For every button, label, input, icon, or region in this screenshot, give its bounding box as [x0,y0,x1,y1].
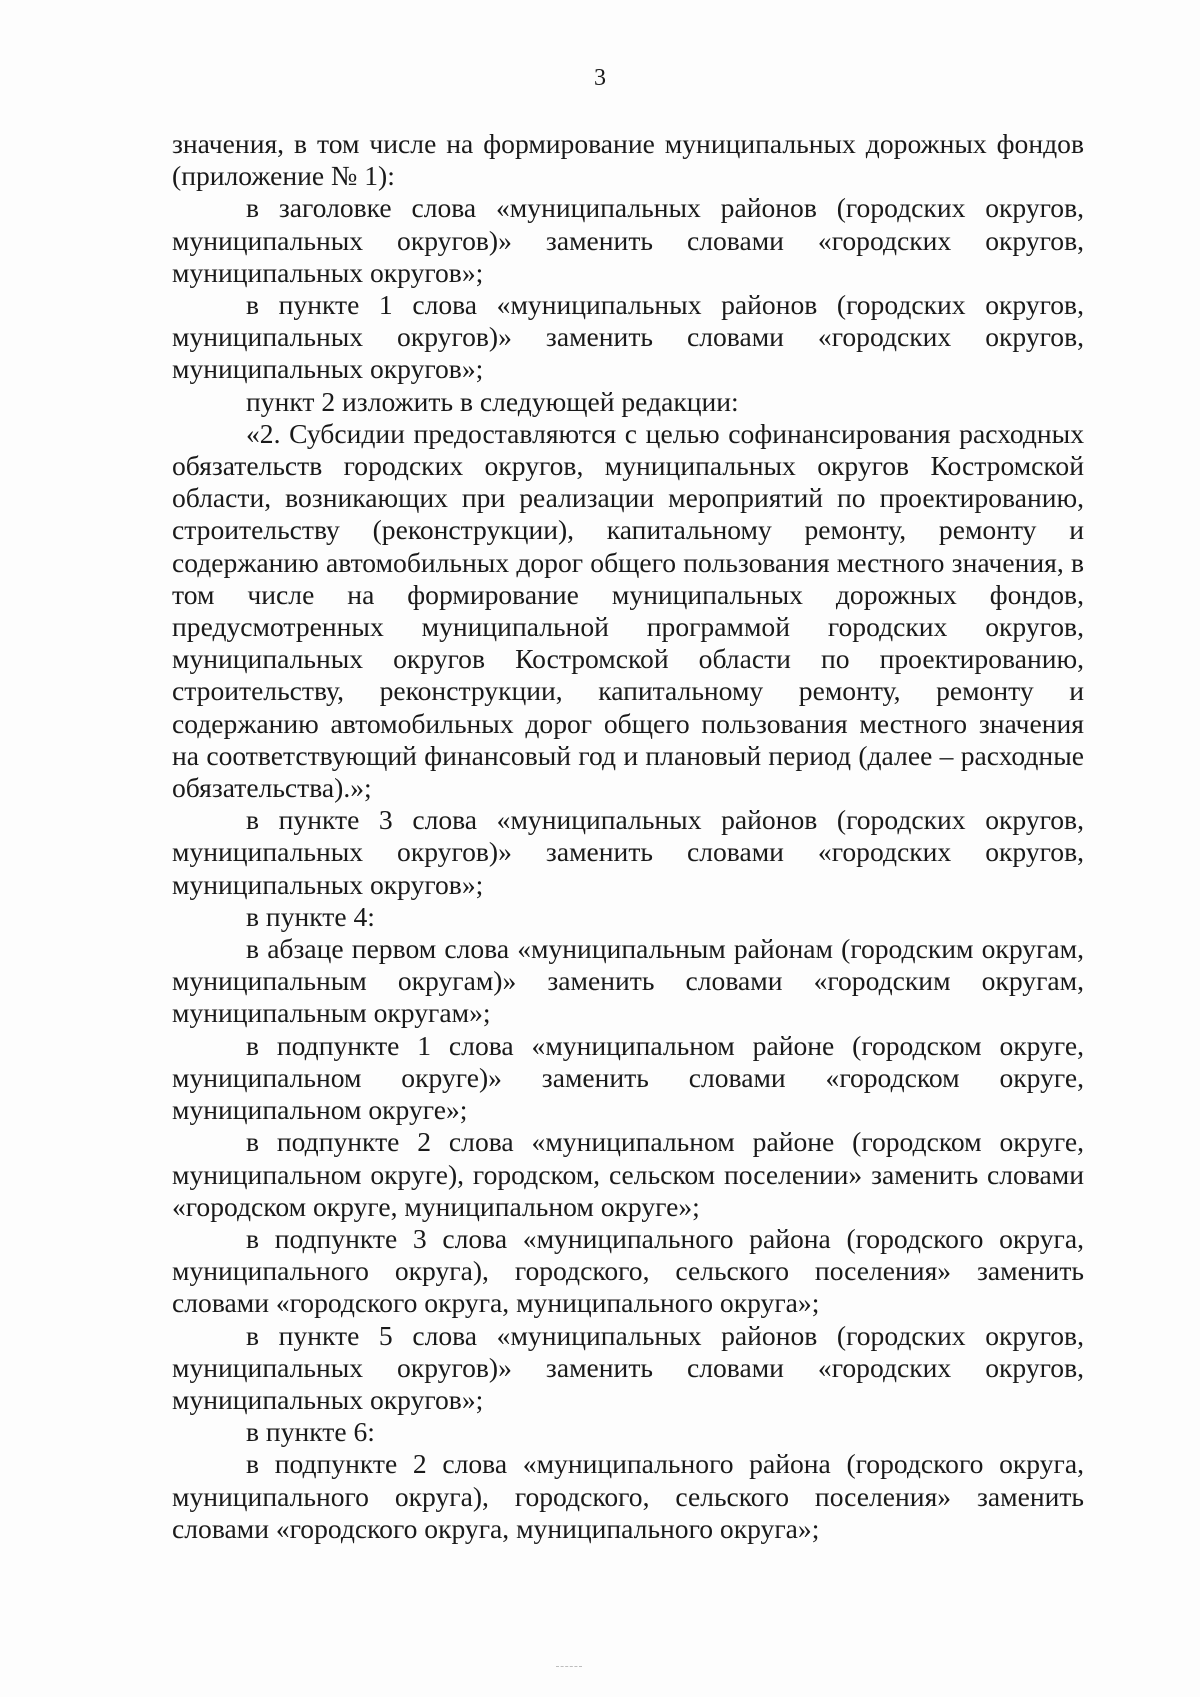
scan-artifact [556,1666,582,1668]
paragraph: «2. Субсидии предоставляются с целью софинансирования расходных обязательств городских округов, муниципальных округов Костромской области, возникающих при реализации мероприятий по проектированию, строительству (реконструкции), капитальному ремонту, ремонту и содержанию автомобильных дорог общего пользования местного значения, в том числе на формирование муниципальных дорожных фондов, предусмотренных муниципальной программой городских округов, муниципальных округов Костромской области по проектированию, строительству, реконструкции, капитальному ремонту, ремонту и содержанию автомобильных дорог общего пользования местного значения на соответствующий финансовый год и плановый период (далее – расходные обязательства).»; [172,417,1084,804]
paragraph: в пункте 1 слова «муниципальных районов (городских округов, муниципальных округов)» заменить словами «городских округов, муниципальных округов»; [172,289,1084,385]
paragraph: в пункте 6: [246,1416,375,1448]
paragraph: в пункте 3 слова «муниципальных районов (городских округов, муниципальных округов)» заменить словами «городских округов, муниципальных округов»; [172,804,1084,900]
paragraph: в абзаце первом слова «муниципальным районам (городским округам, муниципальным округам)» заменить словами «городским округам, муниципальным округам»; [172,933,1084,1029]
paragraph: в заголовке слова «муниципальных районов (городских округов, муниципальных округов)» заменить словами «городских округов, муниципальных округов»; [172,192,1084,288]
paragraph: в пункте 5 слова «муниципальных районов (городских округов, муниципальных округов)» заменить словами «городских округов, муниципальных округов»; [172,1319,1084,1415]
paragraph: в подпункте 2 слова «муниципального района (городского округа, муниципального округа), городского, сельского поселения» заменить словами «городского округа, муниципального округа»; [172,1448,1084,1544]
page-number: 3 [594,65,606,91]
document-body [172,128,1084,1545]
paragraph: в подпункте 1 слова «муниципальном районе (городском округе, муниципальном округе)» заменить словами «городском округе, муниципальном округе»; [172,1029,1084,1126]
paragraph: значения, в том числе на формирование муниципальных дорожных фондов (приложение № 1): [172,128,1084,192]
paragraph: в подпункте 2 слова «муниципальном районе (городском округе, муниципальном округе), городском, сельском поселении» заменить словами «городском округе, муниципальном округе»; [172,1126,1084,1222]
paragraph: в пункте 4: [246,900,375,932]
paragraph: пункт 2 изложить в следующей редакции: [246,385,739,417]
paragraph: в подпункте 3 слова «муниципального района (городского округа, муниципального округа), городского, сельского поселения» заменить словами «городского округа, муниципального округа»; [172,1222,1084,1319]
